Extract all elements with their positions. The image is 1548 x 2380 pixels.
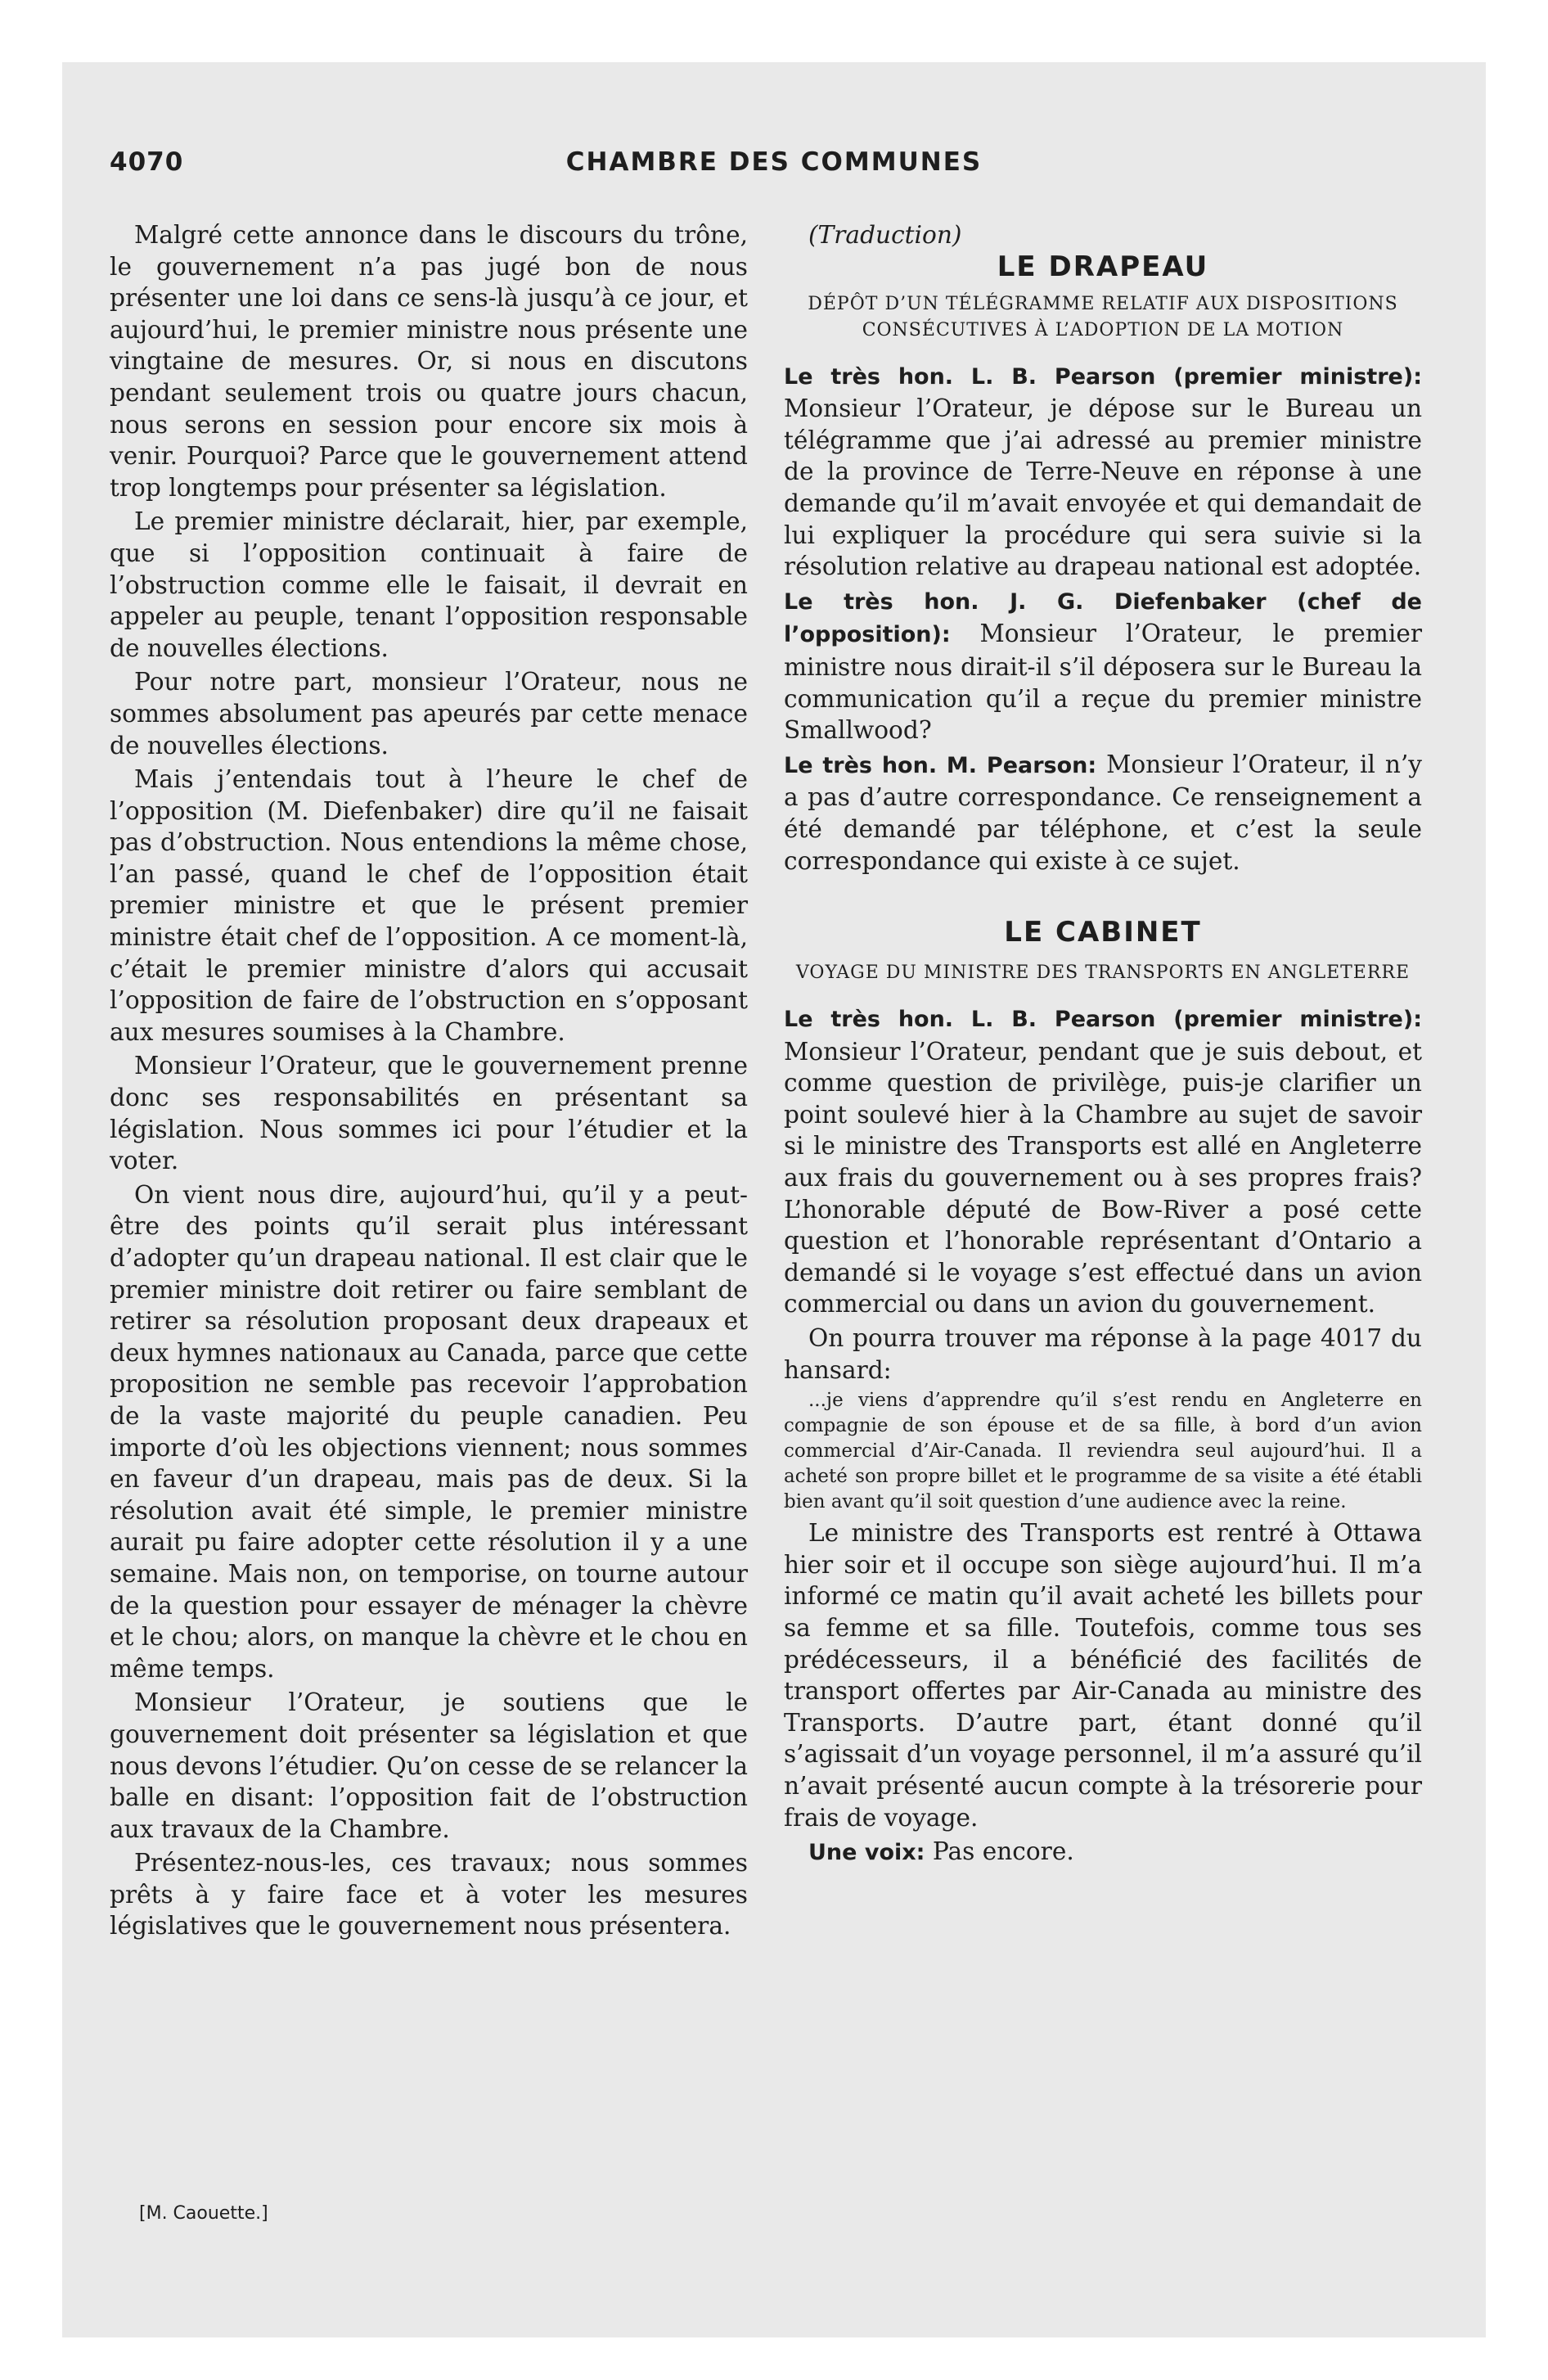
intervention-text: Monsieur l’Orateur, je dépose sur le Bureau un télégramme que j’ai adressé au premier ministre de la province de Terre-Neuve en réponse à une demande qu’il m’avait envoyée et qui demandait de lui expliquer la procédure qui sera suivie si la résolution relative au drapeau national est adoptée.	[784, 394, 1422, 581]
speaker-name: Le très hon. L. B. Pearson (premier ministre):	[784, 1007, 1422, 1033]
paragraph: On vient nous dire, aujourd’hui, qu’il y a peut-être des points qu’il serait plus intéressant d’adopter qu’un drapeau national. Il est clair que le premier ministre doit retirer ou faire semblant de retirer sa résolution proposant deux drapeaux et deux hymnes nationaux au Canada, parce que cette proposition ne semble pas recevoir l’approbation de la vaste majorité du peuple canadien. Peu importe d’où les objections viennent; nous sommes en faveur d’un drapeau, mais pas de deux. Si la résolution avait été simple, le premier ministre aurait pu faire adopter cette résolution il y a une semaine. Mais non, on temporise, on tourne autour de la question pour essayer de ménager la chèvre et le chou; alors, on manque la chèvre et le chou en même temps.	[110, 1180, 748, 1683]
paragraph: Pour notre part, monsieur l’Orateur, nous ne sommes absolument pas apeurés par cette menace de nouvelles élections.	[110, 668, 748, 760]
section-title-cabinet: LE CABINET	[1004, 916, 1202, 949]
running-title: CHAMBRE DES COMMUNES	[565, 147, 983, 177]
speaker-attribution: [M. Caouette.]	[139, 2203, 268, 2224]
paragraph: Monsieur l’Orateur, je soutiens que le gouvernement doit présenter sa législation et que nous devons l’étudier. Qu’on cesse de se relancer la balle en disant: l’opposition fait de l’obstruction aux travaux de la Chambre.	[110, 1688, 748, 1843]
right-column	[784, 219, 1422, 1872]
intervention-pearson-2	[784, 749, 1422, 877]
page-number: 4070	[110, 147, 184, 177]
intervention-diefenbaker	[784, 585, 1422, 746]
hansard-page	[110, 147, 1438, 2275]
paragraph: Le premier ministre déclarait, hier, par exemple, que si l’opposition continuait à faire de l’obstruction comme elle le faisait, il devrait en appeler au peuple, tenant l’opposition responsable de nouvelles élections.	[110, 507, 748, 662]
speaker-name: Une voix:	[808, 1840, 925, 1866]
page-header	[110, 147, 1438, 188]
section-subtitle-cabinet: VOYAGE DU MINISTRE DES TRANSPORTS EN ANGLETERRE	[795, 962, 1411, 984]
section-title-drapeau: LE DRAPEAU	[997, 250, 1209, 283]
paragraph: Mais j’entendais tout à l’heure le chef de l’opposition (M. Diefenbaker) dire qu’il ne faisait pas d’obstruction. Nous entendions la même chose, l’an passé, quand le chef de l’opposition était premier ministre et que le présent premier ministre était chef de l’opposition. A ce moment-là, c’était le premier ministre d’alors qui accusait l’opposition de faire de l’obstruction en s’opposant aux mesures soumises à la Chambre.	[110, 765, 748, 1046]
speaker-name: Le très hon. M. Pearson:	[784, 752, 1097, 778]
intervention-text: Monsieur l’Orateur, il n’y a pas d’autre correspondance. Ce renseignement a été demandé par téléphone, et c’est la seule correspondance qui existe à ce sujet.	[784, 750, 1423, 875]
intervention-pearson-1	[784, 360, 1422, 583]
intervention-text: Monsieur l’Orateur, pendant que je suis debout, et comme question de privilège, puis-je clarifier un point soulevé hier à la Chambre au sujet de savoir si le ministre des Transports est allé en Angleterre aux frais du gouvernement ou à ses propres frais? L’honorable député de Bow-River a posé cette question et l’honorable représentant d’Ontario a demandé si le voyage s’est effectué dans un avion commercial ou dans un avion du gouvernement.	[784, 1037, 1422, 1318]
interjection-text: Pas encore.	[925, 1837, 1074, 1866]
left-column	[110, 219, 748, 1945]
paragraph: Malgré cette annonce dans le discours du trône, le gouvernement n’a pas jugé bon de nous présenter une loi dans ce sens-là jusqu’à ce jour, et aujourd’hui, le premier ministre nous présente une vingtaine de mesures. Or, si nous en discutons pendant seulement trois ou quatre jours chacun, nous serons en session pour encore six mois à venir. Pourquoi? Parce que le gouvernement attend trop longtemps pour présenter sa législation.	[110, 221, 748, 502]
interjection	[784, 1836, 1422, 1869]
paragraph: Le ministre des Transports est rentré à Ottawa hier soir et il occupe son siège aujourd’hui. Il m’a informé ce matin qu’il avait acheté les billets pour sa femme et sa fille. Toutefois, comme tous ses prédécesseurs, il a bénéficié des facilités de transport offertes par Air-Canada au ministre des Transports. D’autre part, étant donné qu’il s’agissait d’un voyage personnel, il m’a assuré qu’il n’avait présenté aucun compte à la trésorerie pour frais de voyage.	[784, 1519, 1422, 1832]
intervention-pearson-3	[784, 1003, 1422, 1320]
speaker-name: Le très hon. L. B. Pearson (premier ministre):	[784, 363, 1422, 390]
paragraph: Monsieur l’Orateur, que le gouvernement prenne donc ses responsabilités en présentant sa législation. Nous sommes ici pour l’étudier et la voter.	[110, 1052, 748, 1175]
hansard-quote: ...je viens d’apprendre qu’il s’est rendu en Angleterre en compagnie de son épouse et de sa fille, à bord d’un avion commercial d’Air-Canada. Il reviendra seul aujourd’hui. Il a acheté son propre billet et le programme de sa visite a été établi bien avant qu’il soit question d’une audience avec la reine.	[784, 1390, 1422, 1513]
intervention-text: Monsieur l’Orateur, le premier ministre nous dirait-il s’il déposera sur le Bureau la communication qu’il a reçue du premier ministre Smallwood?	[784, 620, 1422, 745]
section-subtitle-drapeau: DÉPÔT D’UN TÉLÉGRAMME RELATIF AUX DISPOSITIONS CONSÉCUTIVES À L’ADOPTION DE LA MOTION	[808, 293, 1398, 340]
paragraph: On pourra trouver ma réponse à la page 4017 du hansard:	[784, 1324, 1422, 1384]
speaker-name: Le très hon. J. G. Diefenbaker (chef de l’opposition):	[784, 588, 1422, 648]
paragraph: Présentez-nous-les, ces travaux; nous sommes prêts à y faire face et à voter les mesures législatives que le gouvernement nous présentera.	[110, 1849, 748, 1941]
traduction-note: (Traduction)	[808, 221, 962, 249]
